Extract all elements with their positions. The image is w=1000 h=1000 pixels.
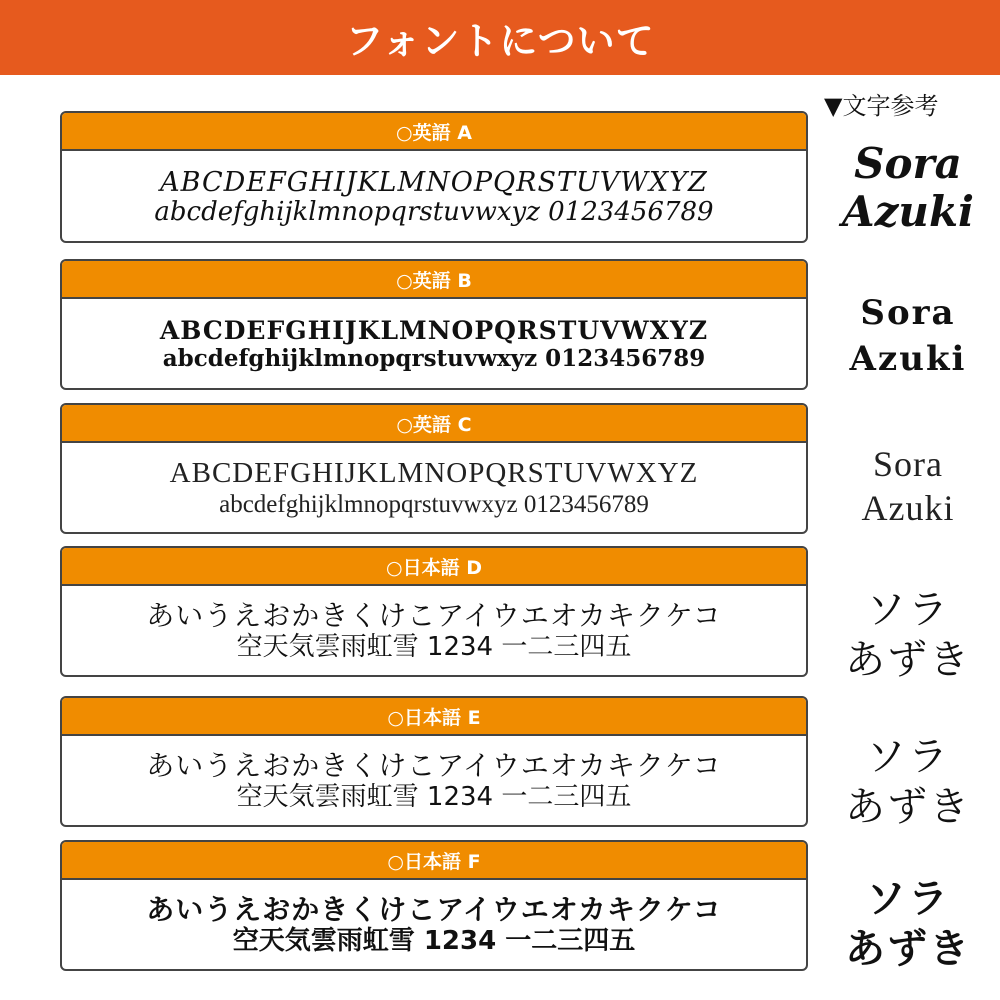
font-card-label: ○英語 B xyxy=(62,261,806,299)
reference-word-1: Sora xyxy=(860,293,956,333)
font-sample xyxy=(62,736,806,827)
reference-word-2: あずき xyxy=(845,926,971,972)
font-card-f xyxy=(60,840,808,971)
sample-kanji-digits: 空天気雲雨虹雪 1234 一二三四五 xyxy=(236,631,632,662)
sample-lowercase-digits: abcdefghijklmnopqrstuvwxyz 0123456789 xyxy=(154,196,714,227)
font-sample xyxy=(62,443,806,534)
reference-word-1: ソラ xyxy=(866,734,950,780)
sample-kana: あいうえおかきくけこアイウエオカキクケコ xyxy=(146,893,722,927)
reference-word-2: Azuki xyxy=(849,339,967,379)
reference-word-2: あずき xyxy=(845,784,971,830)
sample-kana: あいうえおかきくけこアイウエオカキクケコ xyxy=(146,749,722,783)
font-card-d xyxy=(60,546,808,677)
font-reference-b xyxy=(828,288,988,384)
sample-uppercase: ABCDEFGHIJKLMNOPQRSTUVWXYZ xyxy=(160,166,708,198)
font-reference-c xyxy=(828,440,988,532)
font-card-a xyxy=(60,111,808,243)
reference-word-2: Azuki xyxy=(861,488,955,528)
reference-word-2: Azuki xyxy=(841,187,975,236)
font-card-label: ○日本語 D xyxy=(62,548,806,586)
font-card-e xyxy=(60,696,808,827)
font-card-b xyxy=(60,259,808,390)
reference-word-1: ソラ xyxy=(866,587,950,633)
font-sample xyxy=(62,299,806,390)
font-card-label: ○英語 C xyxy=(62,405,806,443)
font-reference-e xyxy=(828,732,988,832)
font-card-label: ○英語 A xyxy=(62,113,806,151)
reference-word-1: Sora xyxy=(854,139,962,188)
reference-word-1: Sora xyxy=(873,444,943,484)
sample-kanji-digits: 空天気雲雨虹雪 1234 一二三四五 xyxy=(236,781,632,812)
sample-uppercase: ABCDEFGHIJKLMNOPQRSTUVWXYZ xyxy=(159,315,709,345)
font-card-label: ○日本語 E xyxy=(62,698,806,736)
font-card-c xyxy=(60,403,808,534)
font-sample xyxy=(62,586,806,677)
sample-lowercase-digits: abcdefghijklmnopqrstuvwxyz 0123456789 xyxy=(162,344,706,372)
font-sample xyxy=(62,880,806,971)
reference-label: ▼文字参考 xyxy=(824,92,939,120)
page-title: フォントについて xyxy=(345,19,655,63)
reference-word-2: あずき xyxy=(845,637,971,683)
sample-kana: あいうえおかきくけこアイウエオカキクケコ xyxy=(146,599,722,633)
font-reference-f xyxy=(828,874,988,974)
sample-kanji-digits: 空天気雲雨虹雪 1234 一二三四五 xyxy=(232,925,636,956)
font-card-label: ○日本語 F xyxy=(62,842,806,880)
font-sample xyxy=(62,151,806,243)
font-reference-a xyxy=(828,138,988,238)
title-banner xyxy=(0,0,1000,75)
font-reference-d xyxy=(828,585,988,685)
sample-lowercase-digits: abcdefghijklmnopqrstuvwxyz 0123456789 xyxy=(219,490,649,518)
reference-word-1: ソラ xyxy=(866,876,950,922)
sample-uppercase: ABCDEFGHIJKLMNOPQRSTUVWXYZ xyxy=(169,457,699,490)
